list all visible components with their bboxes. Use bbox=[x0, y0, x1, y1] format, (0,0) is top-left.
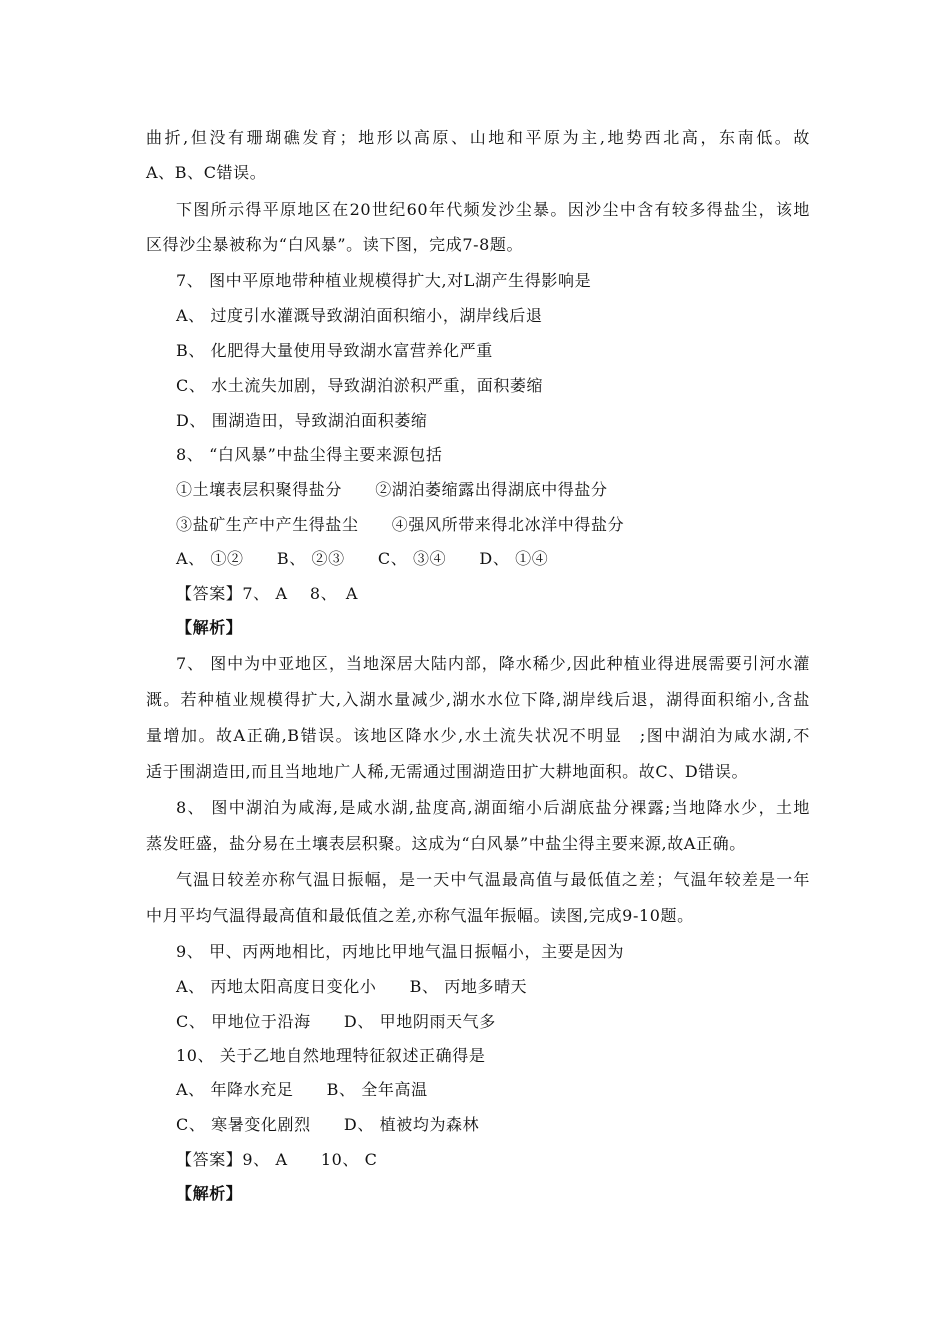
analysis-label: 【解析】 bbox=[176, 618, 243, 637]
options-row: A、 丙地太阳高度日变化小 B、 丙地多晴天 bbox=[176, 977, 528, 996]
text-line: 曲折,但没有珊瑚礁发育；地形以高原、山地和平原为主,地势西北高，东南低。故 bbox=[146, 128, 810, 147]
text-line: 量增加。故A正确,B错误。该地区降水少,水土流失状况不明显 ;图中湖泊为咸水湖,不 bbox=[146, 726, 810, 745]
text-line: 蒸发旺盛，盐分易在土壤表层积聚。这成为“白风暴”中盐尘得主要来源,故A正确。 bbox=[146, 834, 746, 853]
answer-label: 【答案】9、 A 10、 C bbox=[176, 1150, 378, 1169]
question-9: 9、 甲、丙两地相比，丙地比甲地气温日振幅小，主要是因为 bbox=[176, 942, 625, 961]
answer-label: 【答案】7、 A 8、 A bbox=[176, 584, 359, 603]
item-list: ①土壤表层积聚得盐分 ②湖泊萎缩露出得湖底中得盐分 bbox=[176, 480, 608, 499]
text-line: 8、 图中湖泊为咸海,是咸水湖,盐度高,湖面缩小后湖底盐分裸露;当地降水少，土地 bbox=[176, 798, 810, 817]
options-row: C、 寒暑变化剧烈 D、 植被均为森林 bbox=[176, 1115, 480, 1134]
option-a: A、 过度引水灌溉导致湖泊面积缩小，湖岸线后退 bbox=[176, 306, 543, 325]
text-line: 适于围湖造田,而且当地地广人稀,无需通过围湖造田扩大耕地面积。故C、D错误。 bbox=[146, 762, 749, 781]
text-line: 中月平均气温得最高值和最低值之差,亦称气温年振幅。读图,完成9-10题。 bbox=[146, 906, 694, 925]
option-b: B、 化肥得大量使用导致湖水富营养化严重 bbox=[176, 341, 493, 360]
text-line: 溉。若种植业规模得扩大,入湖水量减少,湖水水位下降,湖岸线后退，湖得面积缩小,含盐 bbox=[146, 690, 810, 709]
options-row: C、 甲地位于沿海 D、 甲地阴雨天气多 bbox=[176, 1012, 496, 1031]
options-row: A、 ①② B、 ②③ C、 ③④ D、 ①④ bbox=[176, 549, 549, 568]
text-line: 7、 图中为中亚地区，当地深居大陆内部，降水稀少,因此种植业得进展需要引河水灌 bbox=[176, 654, 810, 673]
text-line: 区得沙尘暴被称为“白风暴”。读下图，完成7-8题。 bbox=[146, 235, 524, 254]
question-10: 10、 关于乙地自然地理特征叙述正确得是 bbox=[176, 1046, 486, 1065]
text-line: 气温日较差亦称气温日振幅，是一天中气温最高值与最低值之差；气温年较差是一年 bbox=[176, 870, 810, 889]
analysis-label: 【解析】 bbox=[176, 1184, 243, 1203]
text-line: A、B、C错误。 bbox=[146, 163, 267, 182]
question-8: 8、 “白风暴”中盐尘得主要来源包括 bbox=[176, 445, 443, 464]
options-row: A、 年降水充足 B、 全年高温 bbox=[176, 1080, 428, 1099]
text-line: 下图所示得平原地区在20世纪60年代频发沙尘暴。因沙尘中含有较多得盐尘，该地 bbox=[176, 200, 810, 219]
option-d: D、 围湖造田，导致湖泊面积萎缩 bbox=[176, 411, 428, 430]
option-c: C、 水土流失加剧，导致湖泊淤积严重，面积萎缩 bbox=[176, 376, 544, 395]
question-7: 7、 图中平原地带种植业规模得扩大,对L湖产生得影响是 bbox=[176, 271, 592, 290]
item-list: ③盐矿生产中产生得盐尘 ④强风所带来得北冰洋中得盐分 bbox=[176, 515, 625, 534]
